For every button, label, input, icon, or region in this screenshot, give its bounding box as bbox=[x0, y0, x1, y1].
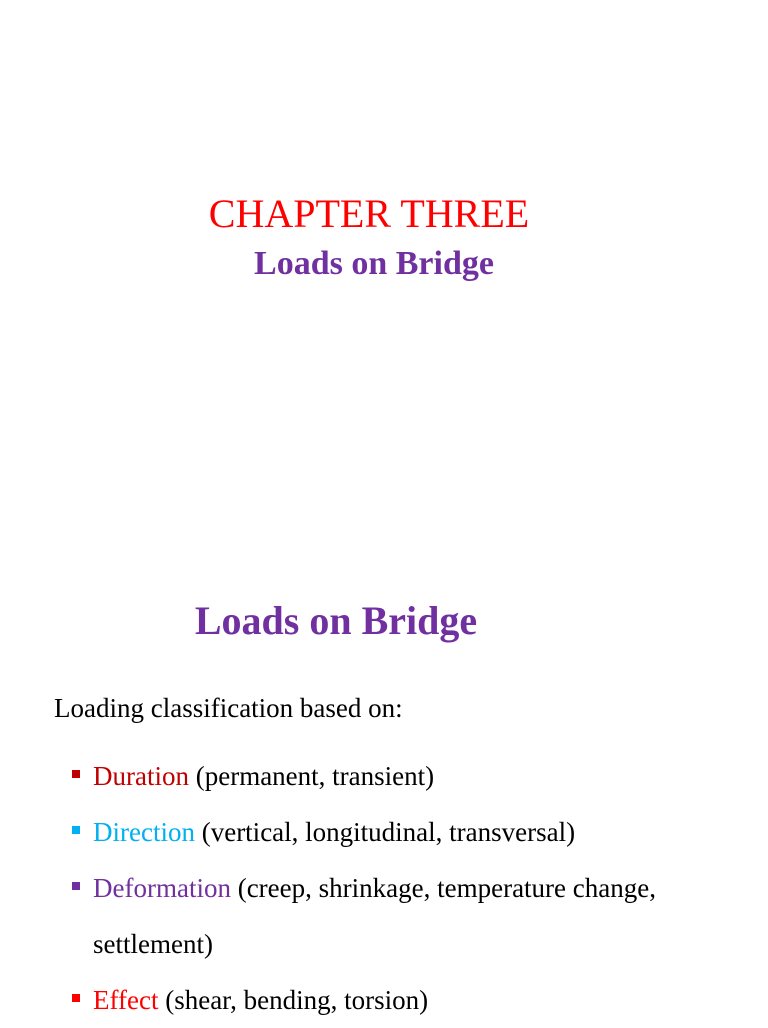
item-detail: (shear, bending, torsion) bbox=[158, 985, 429, 1015]
list-item-duration bbox=[0, 748, 733, 804]
item-detail: (vertical, longitudinal, transversal) bbox=[194, 817, 576, 847]
intro-text: Loading classification based on: bbox=[54, 693, 403, 723]
item-detail: (creep, shrinkage, temperature change, settlement) bbox=[93, 873, 656, 959]
chapter-subtitle: Loads on Bridge bbox=[254, 245, 494, 282]
square-bullet-icon bbox=[72, 882, 80, 890]
square-bullet-icon bbox=[72, 994, 80, 1002]
item-key: Deformation bbox=[93, 873, 231, 903]
list-item-effect bbox=[0, 972, 733, 1028]
item-key: Effect bbox=[93, 985, 159, 1015]
slide-content bbox=[0, 512, 768, 1024]
section-heading: Loads on Bridge bbox=[194, 598, 478, 643]
item-detail: (permanent, transient) bbox=[188, 761, 435, 791]
slide-title bbox=[0, 0, 768, 512]
square-bullet-icon bbox=[72, 826, 80, 834]
list-item-deformation bbox=[0, 860, 733, 972]
classification-list bbox=[0, 748, 733, 1028]
square-bullet-icon bbox=[72, 770, 80, 778]
chapter-title: CHAPTER THREE bbox=[208, 191, 530, 236]
item-key: Duration bbox=[93, 761, 189, 791]
item-key: Direction bbox=[93, 817, 195, 847]
list-item-direction bbox=[0, 804, 733, 860]
